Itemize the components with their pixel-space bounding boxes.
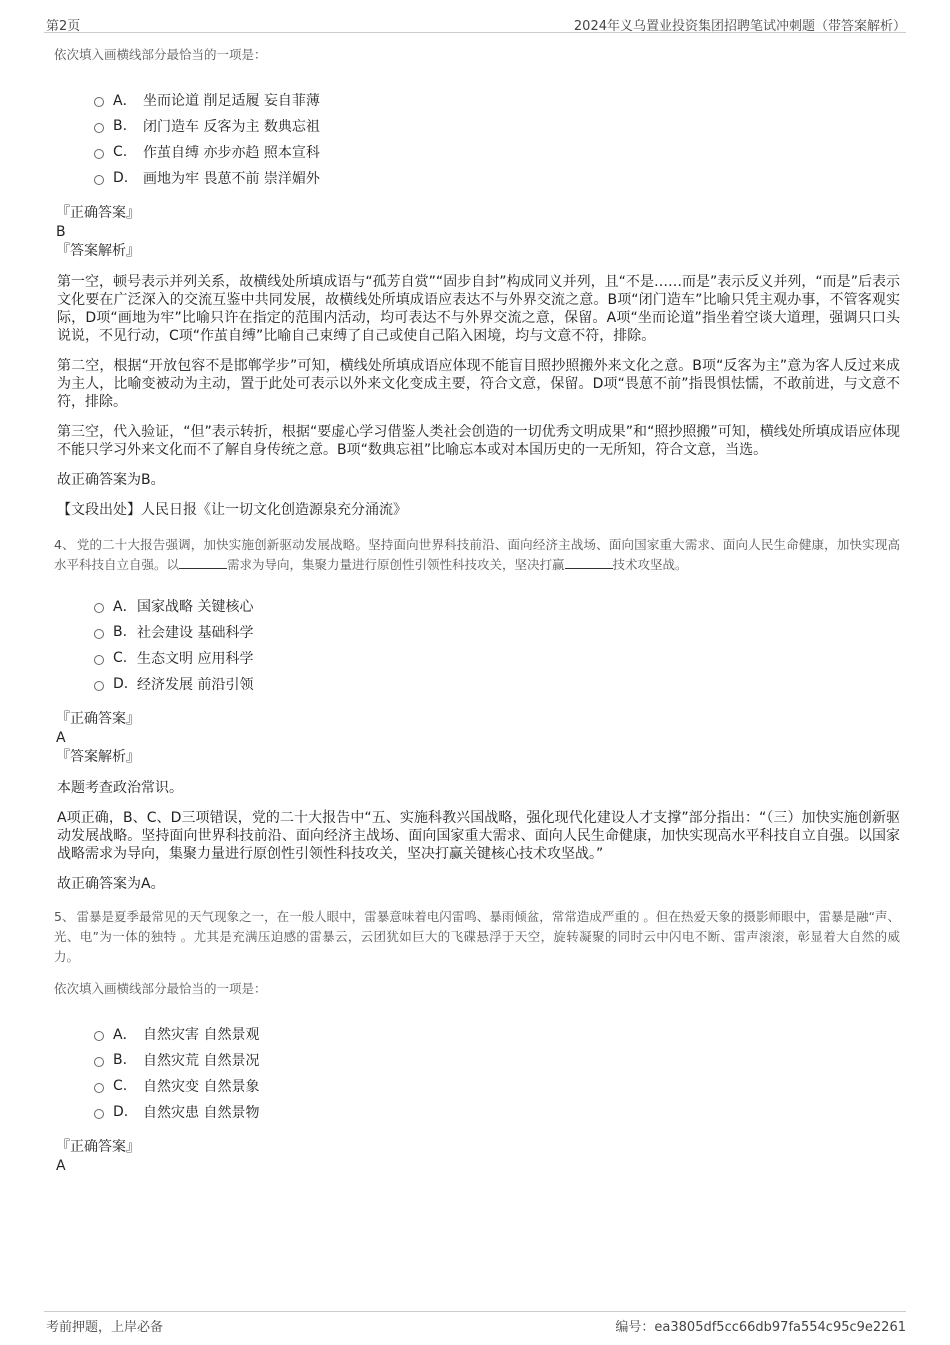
page-header [44,10,906,33]
analysis-paragraph: 本题考查政治常识。 [57,780,183,796]
analysis-paragraph: 故正确答案为A。 [57,876,165,892]
option-text: 闭门造车 反客为主 数典忘祖 [143,119,320,135]
analysis-heading: 『答案解析』 [56,749,140,765]
option-d[interactable] [94,165,900,191]
option-d[interactable] [94,671,900,697]
footer-slogan: 考前押题，上岸必备 [46,1320,164,1335]
option-list [94,1021,900,1125]
answer-heading: 『正确答案』 [56,1139,140,1155]
option-label: B. [113,118,128,134]
analysis-paragraph: 第一空，顿号表示并列关系，故横线处所填成语与“孤芳自赏”“固步自封”构成同义并列，且“不是……而是”表示反义并列，“而是”后表示文化要在广泛深入的交流互鉴中共同发展，故横线处所填成语应表达不与外界交流之意。B项“闭门造车”比喻只凭主观办事，不管客观实际，D项“画地为牢”比喻只许在指定的范围内活动，均可表达不与外界交流之意，保留。A项“坐而论道”指坐着空谈大道理，强调只口头说说，不见行动，C项“作茧自缚”比喻自己束缚了自己或使自己陷入困境，均与文意不符，排除。 [57,274,900,344]
page-number: 第2页 [46,19,81,34]
option-text: 作茧自缚 亦步亦趋 照本宣科 [143,145,320,161]
question-5 [52,907,900,1175]
question-lead: 依次填入画横线部分最恰当的一项是： [54,981,267,996]
option-text: 自然灾患 自然景物 [143,1105,260,1121]
option-label: C. [113,1078,128,1094]
option-label: A． [113,599,137,615]
option-text: 经济发展 前沿引领 [137,677,254,693]
option-text: 画地为牢 畏葸不前 崇洋媚外 [143,171,320,187]
option-label: D. [113,170,129,186]
option-text: 生态文明 应用科学 [137,651,254,667]
option-label: A． [113,1027,137,1043]
question-stem: 5、 雷暴是夏季最常见的天气现象之一，在一般人眼中，雷暴意味着电闪雷鸣、暴雨倾盆，常常造成严重的 。但在热爱天象的摄影师眼中，雷暴是融“声、光、电”为一体的独特 。尤其是充满压迫感的雷暴云，云团犹如巨大的飞碟悬浮于天空，旋转凝聚的同时云中闪电不断、雷声滚滚，彰显着大自然的威力。 [54,909,901,964]
radio-icon[interactable] [94,681,104,691]
option-list [94,87,900,191]
page-footer [44,1311,906,1338]
question-4 [52,535,900,893]
option-b[interactable] [94,619,900,645]
option-text: 自然灾变 自然景象 [143,1079,260,1095]
blank-line [565,556,613,569]
radio-icon[interactable] [94,1109,104,1119]
question-lead: 依次填入画横线部分最恰当的一项是： [54,47,267,62]
option-label: D. [113,676,129,692]
option-c[interactable] [94,139,900,165]
option-label: B. [113,624,128,640]
option-label: C. [113,650,128,666]
radio-icon[interactable] [94,175,104,185]
option-label: B. [113,1052,128,1068]
answer-value: A [56,730,66,746]
radio-icon[interactable] [94,655,104,665]
radio-icon[interactable] [94,1031,104,1041]
radio-icon[interactable] [94,603,104,613]
question-number: 4、 [54,537,75,552]
document-body [52,45,900,1175]
analysis-paragraph: 故正确答案为B。 [57,472,165,488]
analysis-paragraph: A项正确，B、C、D三项错误，党的二十大报告中“五、实施科教兴国战略，强化现代化建设人才支撑”部分指出：“（三）加快实施创新驱动发展战略。坚持面向世界科技前沿、面向经济主战场、面向国家重大需求、面向人民生命健康，加快实现高水平科技自立自强。以国家战略需求为导向，集聚力量进行原创性引领性科技攻关，坚决打赢关键核心技术攻坚战。” [57,810,900,862]
radio-icon[interactable] [94,97,104,107]
analysis-paragraph: 第三空，代入验证，“但”表示转折，根据“要虚心学习借鉴人类社会创造的一切优秀文明成果”和“照抄照搬”可知，横线处所填成语应体现不能只学习外来文化而不了解自身传统之意。B项“数典忘祖”比喻忘本或对本国历史的一无所知，符合文意，当选。 [57,424,900,458]
option-c[interactable] [94,1073,900,1099]
radio-icon[interactable] [94,1083,104,1093]
option-a[interactable] [94,1021,900,1047]
blank-line [179,556,227,569]
source-citation: 【文段出处】人民日报《让一切文化创造源泉充分涌流》 [57,502,407,518]
option-list [94,593,900,697]
option-label: D. [113,1104,129,1120]
answer-value: A [56,1158,66,1174]
option-d[interactable] [94,1099,900,1125]
option-text: 社会建设 基础科学 [137,625,254,641]
analysis-heading: 『答案解析』 [56,243,140,259]
question-3 [52,45,900,519]
radio-icon[interactable] [94,629,104,639]
option-label: A． [113,93,137,109]
option-a[interactable] [94,87,900,113]
radio-icon[interactable] [94,149,104,159]
document-code: 编号：ea3805df5cc66db97fa554c95c9e2261 [615,1320,906,1335]
option-text: 坐而论道 削足适履 妄自菲薄 [143,93,320,109]
analysis-paragraph: 第二空，根据“开放包容不是邯郸学步”可知，横线处所填成语应体现不能盲目照抄照搬外来文化之意。B项“反客为主”意为客人反过来成为主人，比喻变被动为主动，置于此处可表示以外来文化变成主要，符合文意，保留。D项“畏葸不前”指畏惧怯懦，不敢前进，与文意不符，排除。 [57,358,900,410]
radio-icon[interactable] [94,1057,104,1067]
option-a[interactable] [94,593,900,619]
answer-value: B [56,224,66,240]
option-text: 国家战略 关键核心 [137,599,254,615]
option-text: 自然灾荒 自然景况 [143,1053,260,1069]
radio-icon[interactable] [94,123,104,133]
option-text: 自然灾害 自然景观 [143,1027,260,1043]
document-title: 2024年义乌置业投资集团招聘笔试冲刺题（带答案解析） [573,19,906,34]
question-stem: 4、 党的二十大报告强调，加快实施创新驱动发展战略。坚持面向世界科技前沿、面向经济主战场、面向国家重大需求、面向人民生命健康，加快实现高水平科技自立自强。以 需求为导向，集聚力量进行原创性引领性科技攻关，坚决打赢 技术攻坚战。 [54,537,900,572]
option-c[interactable] [94,645,900,671]
option-label: C. [113,144,128,160]
answer-heading: 『正确答案』 [56,205,140,221]
option-b[interactable] [94,1047,900,1073]
question-number: 5、 [54,909,75,924]
option-b[interactable] [94,113,900,139]
answer-heading: 『正确答案』 [56,711,140,727]
